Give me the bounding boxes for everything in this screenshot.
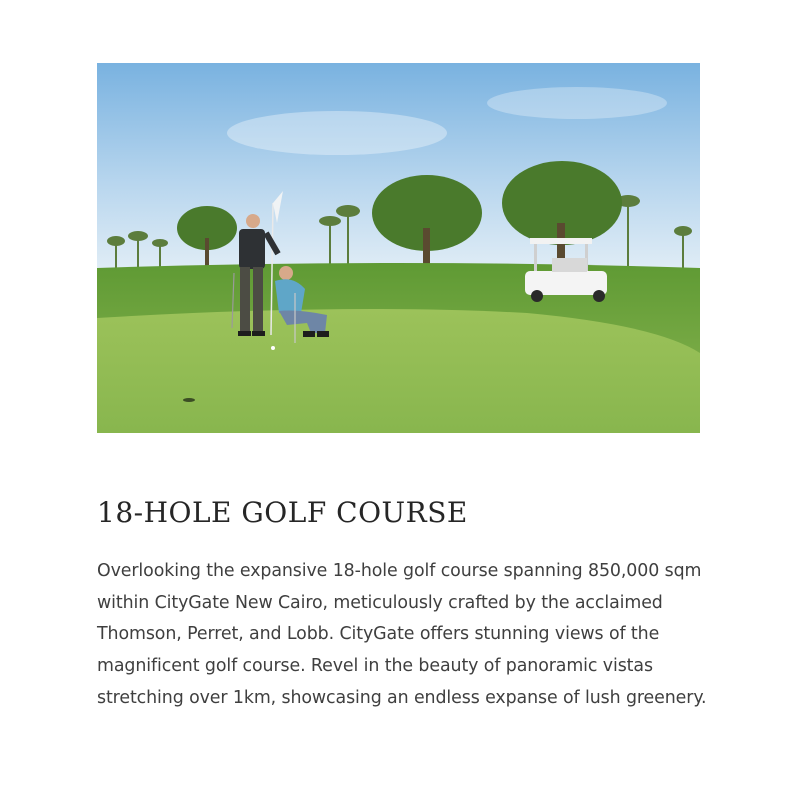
cloud (487, 87, 667, 119)
golf-course-image (97, 63, 700, 433)
cloud (227, 111, 447, 155)
golf-ball (271, 346, 275, 350)
putting-green (97, 309, 700, 433)
golf-course-illustration (97, 63, 700, 433)
section-description: Overlooking the expansive 18-hole golf course spanning 850,000 sqm within CityGate New Cairo, meticulously crafted by the acclaimed Thomson, Perret, and Lobb. CityGate offers stunning views of the magnificent golf course. Revel in the beauty of panoramic vistas stretching over 1km, showcasing an endless expanse of lush greenery. (97, 561, 707, 708)
section-heading: 18-HOLE GOLF COURSE (97, 496, 468, 529)
golf-hole (183, 398, 195, 402)
